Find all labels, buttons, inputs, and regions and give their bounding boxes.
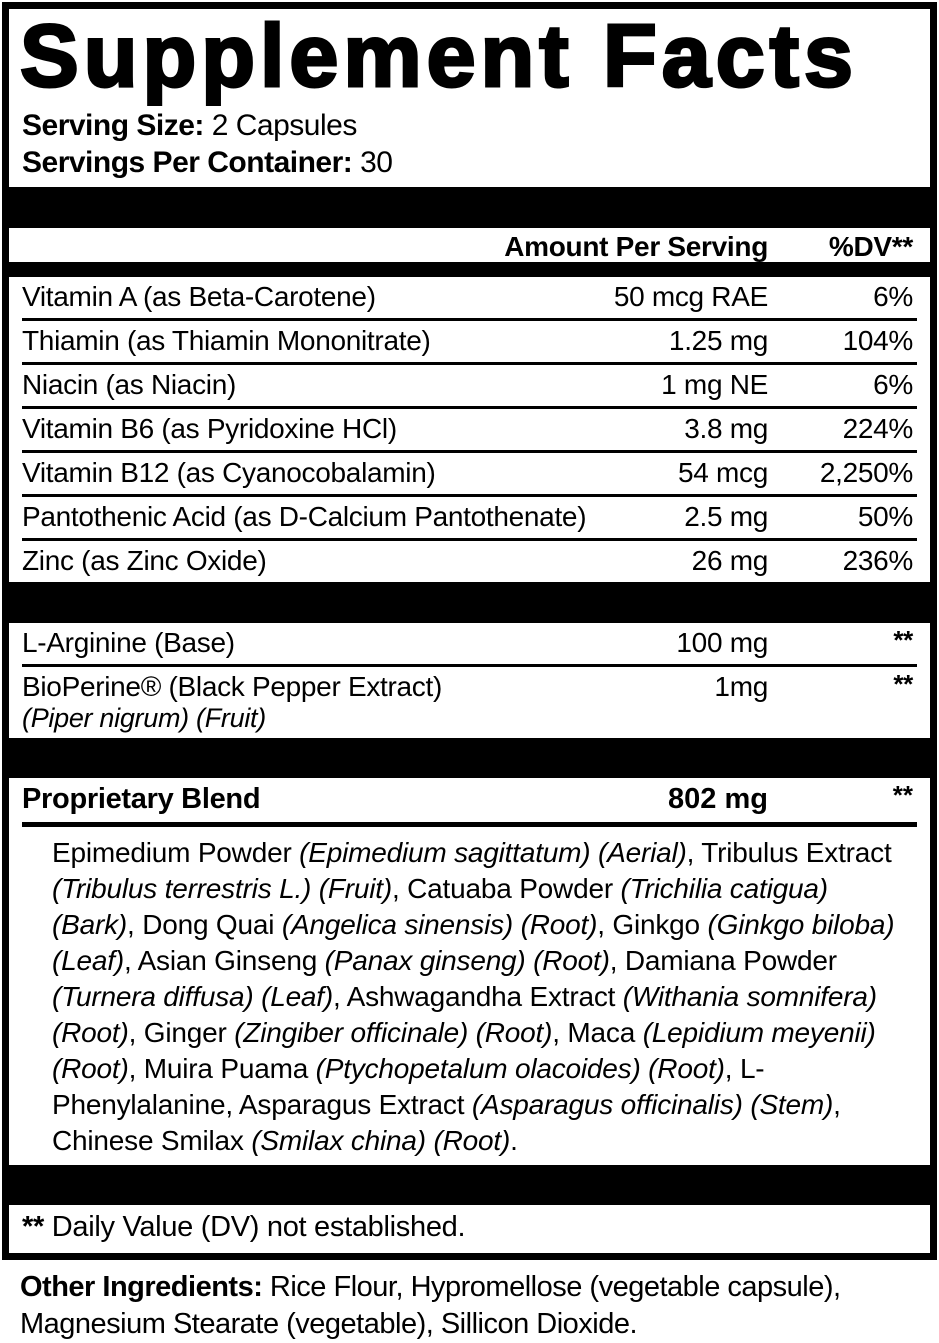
- nutrient-row: [22, 406, 917, 450]
- blend-text-segment: , Dong Quai: [127, 909, 282, 940]
- blend-separator-rule: [22, 822, 917, 827]
- blend-dv: **: [892, 780, 913, 810]
- nutrient-row: [22, 450, 917, 494]
- separator-bar-mid: [9, 582, 930, 623]
- servings-per-container-value: 30: [352, 146, 393, 179]
- blend-text-segment: , Catuaba Powder: [392, 873, 621, 904]
- other-ingredients: [20, 1269, 924, 1343]
- nutrient-name: Vitamin B12 (as Cyanocobalamin): [22, 457, 436, 488]
- blend-latin-segment: (Lepidium meyenii) (Root): [52, 1017, 876, 1084]
- nutrient-amount: 3.8 mg: [684, 413, 768, 444]
- nutrient-row: [22, 623, 917, 664]
- blend-latin-segment: (Panax ginseng) (Root): [324, 945, 610, 976]
- blend-text-segment: , Maca: [552, 1017, 643, 1048]
- nutrient-row: [22, 318, 917, 362]
- separator-bar-blend: [9, 738, 930, 778]
- daily-value-footnote: [22, 1205, 917, 1246]
- nutrient-name: L-Arginine (Base): [22, 627, 235, 658]
- separator-bar-bottom: [9, 1165, 930, 1205]
- nutrient-dv: 6%: [873, 281, 913, 312]
- nutrient-name: Niacin (as Niacin): [22, 369, 236, 400]
- blend-latin-segment: (Tribulus terrestris L.) (Fruit): [52, 873, 392, 904]
- blend-text-segment: , Asian Ginseng: [123, 945, 325, 976]
- blend-amount: 802 mg: [668, 783, 768, 815]
- blend-text-segment: , Ginkgo: [597, 909, 708, 940]
- nutrient-row: [22, 494, 917, 538]
- blend-text-segment: Epimedium Powder: [52, 837, 300, 868]
- label-title: Supplement Facts: [20, 6, 858, 105]
- separator-bar-header: [9, 262, 930, 277]
- nutrient-amount: 1mg: [714, 671, 768, 702]
- footnote-text: Daily Value (DV) not established.: [43, 1211, 466, 1243]
- nutrient-name: BioPerine® (Black Pepper Extract): [22, 671, 443, 702]
- blend-latin-segment: (Smilax china) (Root): [251, 1125, 511, 1156]
- serving-size-line: [22, 107, 917, 144]
- blend-name: Proprietary Blend: [22, 783, 261, 815]
- column-header-row: [22, 228, 917, 262]
- separator-bar-top: [9, 187, 930, 228]
- serving-size-value: 2 Capsules: [203, 109, 357, 142]
- percent-dv-header: %DV**: [828, 231, 913, 262]
- serving-size-label: Serving Size:: [22, 109, 204, 142]
- nutrient-dv: 6%: [873, 369, 913, 400]
- other-ingredients-label: Other Ingredients:: [20, 1271, 263, 1303]
- blend-text-segment: , Muira Puama: [128, 1053, 316, 1084]
- nutrient-name: Pantothenic Acid (as D-Calcium Pantothenate): [22, 501, 587, 532]
- footnote-asterisks: **: [22, 1211, 44, 1243]
- servings-per-container-line: [22, 144, 917, 181]
- blend-latin-segment: (Withania somnifera) (Root): [52, 981, 877, 1048]
- blend-ingredients-paragraph: [52, 835, 900, 1159]
- nutrient-row: [22, 277, 917, 318]
- blend-latin-segment: (Asparagus officinalis) (Stem): [471, 1089, 834, 1120]
- nutrient-amount: 2.5 mg: [684, 501, 768, 532]
- nutrient-amount: 1 mg NE: [661, 369, 768, 400]
- nutrient-dv: **: [893, 625, 913, 655]
- nutrient-dv: **: [893, 669, 913, 699]
- nutrient-table: [22, 277, 917, 582]
- nutrient-row: [22, 664, 917, 738]
- blend-latin-segment: (Zingiber officinale) (Root): [234, 1017, 553, 1048]
- nutrient-name: Thiamin (as Thiamin Mononitrate): [22, 325, 431, 356]
- nutrient-dv: 104%: [842, 325, 913, 356]
- nutrient-amount: 100 mg: [676, 627, 768, 658]
- blend-latin-segment: (Angelica sinensis) (Root): [281, 909, 598, 940]
- blend-text-segment: , Ginger: [128, 1017, 235, 1048]
- blend-latin-segment: (Ptychopetalum olacoides) (Root): [315, 1053, 725, 1084]
- nutrient-row: [22, 538, 917, 582]
- nutrient-name: Vitamin B6 (as Pyridoxine HCl): [22, 413, 397, 444]
- nutrient-dv: 236%: [842, 545, 913, 576]
- nutrient-amount: 1.25 mg: [668, 325, 768, 356]
- nutrient-dv: 224%: [842, 413, 913, 444]
- nutrient-amount: 50 mcg RAE: [613, 281, 768, 312]
- blend-text-segment: , Damiana Powder: [609, 945, 837, 976]
- nutrient-dv: 50%: [857, 501, 913, 532]
- other-ingredients-text: Rice Flour, Hypromellose (vegetable capsule), Magnesium Stearate (vegetable), Sillicon Dioxide.: [20, 1271, 841, 1340]
- blend-latin-segment: (Epimedium sagittatum) (Aerial): [299, 837, 687, 868]
- blend-text-segment: , Ashwagandha Extract: [333, 981, 623, 1012]
- blend-latin-segment: (Trichilia catigua) (Bark): [52, 873, 828, 940]
- extra-ingredient-table: [22, 623, 917, 738]
- blend-text-segment: , L-Phenylalanine, Asparagus Extract: [52, 1053, 765, 1120]
- nutrient-latin-name: (Piper nigrum) (Fruit): [22, 703, 266, 733]
- blend-text-segment: , Chinese Smilax: [52, 1089, 841, 1156]
- blend-text-segment: .: [510, 1125, 518, 1156]
- nutrient-row: [22, 362, 917, 406]
- nutrient-amount: 54 mcg: [677, 457, 768, 488]
- proprietary-blend-row: [22, 778, 917, 822]
- nutrient-name: Vitamin A (as Beta-Carotene): [22, 281, 376, 312]
- blend-latin-segment: (Ginkgo biloba) (Leaf): [52, 909, 895, 976]
- blend-latin-segment: (Turnera diffusa) (Leaf): [52, 981, 334, 1012]
- blend-text-segment: , Tribulus Extract: [686, 837, 892, 868]
- nutrient-amount: 26 mg: [691, 545, 768, 576]
- servings-per-container-label: Servings Per Container:: [22, 146, 353, 179]
- supplement-facts-label: [2, 2, 937, 1260]
- amount-per-serving-header: Amount Per Serving: [504, 231, 768, 262]
- nutrient-dv: 2,250%: [819, 457, 913, 488]
- nutrient-name: Zinc (as Zinc Oxide): [22, 545, 267, 576]
